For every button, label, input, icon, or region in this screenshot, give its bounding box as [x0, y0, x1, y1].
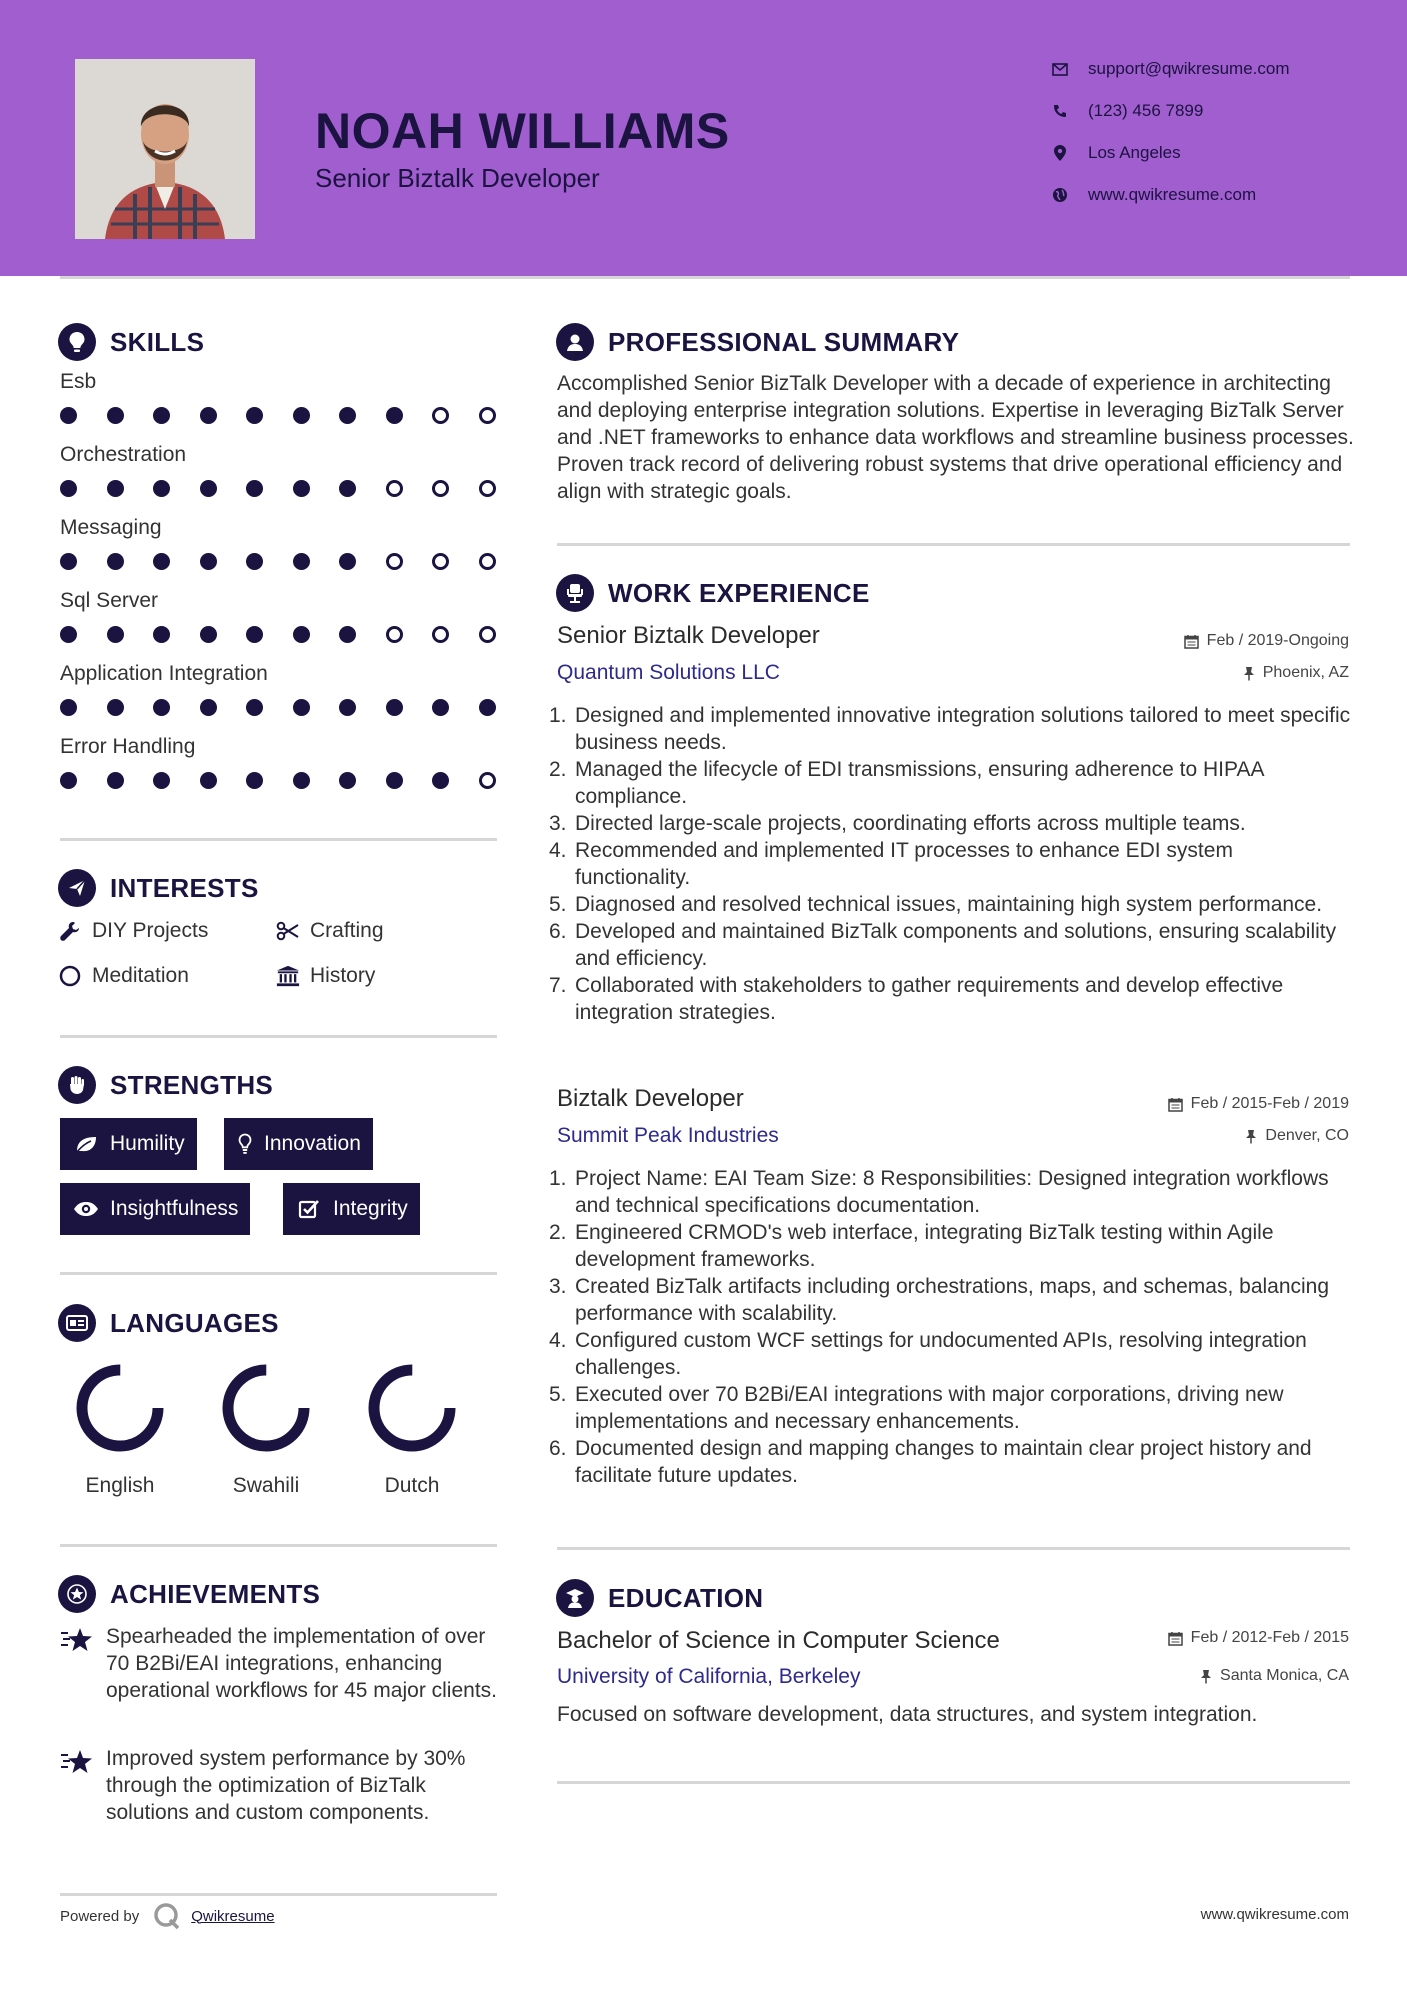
skill-name: Sql Server — [60, 589, 159, 612]
company-name: Quantum Solutions LLC — [557, 661, 780, 684]
responsibility-text: Engineered CRMOD's web interface, integrating BizTalk testing within Agile development frameworks. — [575, 1221, 1274, 1271]
job-responsibilities — [549, 702, 1352, 1026]
calendar-icon — [1168, 1631, 1183, 1646]
list-number: 7. — [549, 974, 567, 997]
user-circle-icon — [556, 323, 594, 361]
job-responsibilities — [549, 1165, 1352, 1489]
rating-dot-filled — [339, 407, 356, 424]
strengths-heading: STRENGTHS — [58, 1065, 273, 1105]
education-description: Focused on software development, data structures, and system integration. — [557, 1703, 1258, 1726]
language-label: Dutch — [384, 1474, 440, 1497]
responsibility-text: Developed and maintained BizTalk components and solutions, ensuring scalability and efficiency. — [575, 920, 1337, 970]
rating-dot-filled — [200, 772, 217, 789]
rating-dot-empty — [479, 553, 496, 570]
rating-dot-filled — [339, 553, 356, 570]
job-dates: Feb / 2015-Feb / 2019 — [1168, 1095, 1349, 1113]
footer-website[interactable]: www.qwikresume.com — [1200, 1906, 1349, 1923]
envelope-icon — [1050, 59, 1070, 79]
pushpin-icon — [1243, 666, 1255, 681]
rating-dot-filled — [200, 626, 217, 643]
list-number: 2. — [549, 758, 567, 781]
summary-divider — [557, 543, 1350, 546]
rating-dot-filled — [107, 407, 124, 424]
rating-dot-filled — [339, 626, 356, 643]
responsibility-text: Project Name: EAI Team Size: 8 Responsibilities: Designed integration workflows and technical specifications documentation. — [575, 1167, 1329, 1217]
experience-heading: WORK EXPERIENCE — [556, 573, 870, 613]
rating-dot-filled — [293, 772, 310, 789]
language-item — [60, 1358, 180, 1498]
rating-dot-filled — [293, 553, 310, 570]
rating-dot-filled — [339, 772, 356, 789]
achievement-item: Spearheaded the implementation of over 70 B2Bi/EAI integrations, enhancing operational workflows for 45 major clients. — [60, 1623, 500, 1704]
skill-name: Orchestration — [60, 443, 187, 466]
responsibility-text: Managed the lifecycle of EDI transmissions, ensuring adherence to HIPAA compliance. — [575, 758, 1264, 808]
skill-name: Messaging — [60, 516, 162, 539]
language-gauge-arc — [82, 1370, 158, 1446]
rating-dot-empty — [479, 772, 496, 789]
strengths-divider — [60, 1272, 497, 1275]
rating-dot-filled — [60, 772, 77, 789]
rating-dot-filled — [293, 699, 310, 716]
header-divider — [60, 276, 1350, 279]
achievement-item: Improved system performance by 30% through the optimization of BizTalk solutions and custom components. — [60, 1745, 500, 1826]
rating-dot-empty — [432, 407, 449, 424]
profile-photo — [75, 59, 255, 239]
rating-dot-filled — [107, 626, 124, 643]
rating-dot-empty — [479, 407, 496, 424]
achievements-divider — [60, 1893, 497, 1896]
calendar-icon — [1168, 1097, 1183, 1112]
job-title: Biztalk Developer — [557, 1085, 744, 1112]
responsibility-text: Diagnosed and resolved technical issues, maintaining high system performance. — [575, 893, 1323, 916]
job-location: Denver, CO — [1245, 1127, 1349, 1145]
summary-text: Accomplished Senior BizTalk Developer with a decade of experience in architecting and deploying enterprise integration solutions. Expertise in leveraging BizTalk Server and .NET frameworks to enhance data workflows and streamline business processes. Proven track record of delivering robust systems that drive operational efficiency and align with strategic goals. — [557, 372, 1354, 503]
language-gauge — [216, 1358, 316, 1458]
shooting-star-icon — [60, 1745, 94, 1826]
list-number: 4. — [549, 1329, 567, 1352]
rating-dot-filled — [153, 699, 170, 716]
globe-icon — [1050, 185, 1070, 205]
language-gauge-arc — [228, 1370, 304, 1446]
rating-dot-empty — [432, 480, 449, 497]
responsibility-item — [549, 702, 1352, 756]
rating-dot-filled — [153, 553, 170, 570]
rating-dot-filled — [153, 626, 170, 643]
responsibility-item — [549, 837, 1352, 891]
checkbox-icon — [295, 1197, 323, 1221]
list-number: 5. — [549, 1383, 567, 1406]
rating-dot-empty — [432, 626, 449, 643]
skill-name: Application Integration — [60, 662, 268, 685]
rating-dot-filled — [432, 772, 449, 789]
responsibility-text: Directed large-scale projects, coordinating efforts across multiple teams. — [575, 812, 1246, 835]
language-item — [352, 1358, 472, 1498]
rating-dot-filled — [386, 407, 403, 424]
language-gauge-arc — [374, 1370, 450, 1446]
strength-insightfulness: Insightfulness — [60, 1183, 250, 1235]
rating-dot-filled — [246, 772, 263, 789]
responsibility-item — [549, 891, 1352, 918]
responsibility-text: Designed and implemented innovative integration solutions tailored to meet specific business needs. — [575, 704, 1351, 754]
qwikresume-link[interactable]: Qwikresume — [191, 1907, 275, 1925]
contact-email[interactable]: support@qwikresume.com — [1050, 54, 1350, 84]
language-label: English — [85, 1474, 155, 1497]
responsibility-item — [549, 756, 1352, 810]
rating-dot-filled — [107, 699, 124, 716]
responsibility-item — [549, 918, 1352, 972]
responsibility-item — [549, 1381, 1352, 1435]
responsibility-item — [549, 1219, 1352, 1273]
achievements-heading: ACHIEVEMENTS — [58, 1574, 320, 1614]
shooting-star-icon — [60, 1623, 94, 1704]
interests-divider — [60, 1035, 497, 1038]
language-item — [206, 1358, 326, 1498]
rating-dot-filled — [60, 553, 77, 570]
experience-divider — [557, 1547, 1350, 1550]
rating-dot-filled — [386, 772, 403, 789]
degree-title: Bachelor of Science in Computer Science — [557, 1627, 1000, 1654]
rating-dot-filled — [200, 553, 217, 570]
rating-dot-filled — [246, 699, 263, 716]
responsibility-item — [549, 810, 1352, 837]
skill-rating — [60, 771, 500, 791]
interest-history: History — [276, 961, 375, 991]
rating-dot-filled — [200, 480, 217, 497]
rating-dot-empty — [386, 626, 403, 643]
wrench-icon — [58, 919, 82, 943]
rating-dot-filled — [293, 407, 310, 424]
interests-heading: INTERESTS — [58, 868, 259, 908]
responsibility-text: Executed over 70 B2Bi/EAI integrations with major corporations, driving new implementations and necessary enhancements. — [575, 1383, 1284, 1433]
rating-dot-filled — [107, 480, 124, 497]
list-number: 3. — [549, 1275, 567, 1298]
list-number: 1. — [549, 1167, 567, 1190]
id-card-icon — [58, 1304, 96, 1342]
list-number: 6. — [549, 920, 567, 943]
rating-dot-filled — [246, 553, 263, 570]
skill-rating — [60, 625, 500, 645]
rating-dot-filled — [60, 626, 77, 643]
candidate-name: NOAH WILLIAMS — [315, 103, 730, 159]
skills-heading: SKILLS — [58, 322, 204, 362]
education-location: Santa Monica, CA — [1200, 1667, 1349, 1685]
pushpin-icon — [1245, 1129, 1257, 1144]
responsibility-item — [549, 1273, 1352, 1327]
rating-dot-empty — [386, 480, 403, 497]
responsibility-text: Recommended and implemented IT processes to enhance EDI system functionality. — [575, 839, 1233, 889]
rating-dot-filled — [339, 699, 356, 716]
skill-name: Error Handling — [60, 735, 196, 758]
list-number: 2. — [549, 1221, 567, 1244]
rating-dot-filled — [432, 699, 449, 716]
list-number: 3. — [549, 812, 567, 835]
qwikresume-logo-icon — [153, 1902, 181, 1930]
rating-dot-filled — [153, 407, 170, 424]
rating-dot-filled — [153, 480, 170, 497]
lightbulb-icon — [236, 1132, 254, 1156]
responsibility-item — [549, 972, 1352, 1026]
rating-dot-filled — [339, 480, 356, 497]
responsibility-text: Collaborated with stakeholders to gather requirements and develop effective integration strategies. — [575, 974, 1284, 1024]
graduate-icon — [556, 1579, 594, 1617]
responsibility-text: Documented design and mapping changes to maintain clear project history and facilitate future updates. — [575, 1437, 1312, 1487]
languages-heading: LANGUAGES — [58, 1303, 279, 1343]
rating-dot-filled — [479, 699, 496, 716]
list-number: 6. — [549, 1437, 567, 1460]
responsibility-item — [549, 1435, 1352, 1489]
rating-dot-filled — [60, 480, 77, 497]
rating-dot-filled — [200, 407, 217, 424]
rating-dot-filled — [107, 772, 124, 789]
contact-phone[interactable]: (123) 456 7899 — [1050, 96, 1350, 126]
job-title: Senior Biztalk Developer — [557, 622, 820, 649]
strength-humility: Humility — [60, 1118, 197, 1170]
office-chair-icon — [556, 574, 594, 612]
responsibility-text: Created BizTalk artifacts including orchestrations, maps, and schemas, balancing performance with scalability. — [575, 1275, 1330, 1325]
summary-heading: PROFESSIONAL SUMMARY — [556, 322, 959, 362]
skill-rating — [60, 698, 500, 718]
map-pin-icon — [1050, 143, 1070, 163]
language-label: Swahili — [232, 1474, 300, 1497]
skill-rating — [60, 552, 500, 572]
rating-dot-filled — [107, 553, 124, 570]
job-location: Phoenix, AZ — [1243, 664, 1349, 682]
skill-name: Esb — [60, 370, 97, 393]
interest-diy-projects: DIY Projects — [58, 916, 208, 946]
list-number: 5. — [549, 893, 567, 916]
star-badge-icon — [58, 1575, 96, 1613]
rating-dot-filled — [293, 480, 310, 497]
lightbulb-icon — [58, 323, 96, 361]
rating-dot-filled — [386, 699, 403, 716]
calendar-icon — [1184, 634, 1199, 649]
company-name: Summit Peak Industries — [557, 1124, 779, 1147]
list-number: 4. — [549, 839, 567, 862]
paper-plane-icon — [58, 869, 96, 907]
rating-dot-filled — [246, 626, 263, 643]
interest-crafting: Crafting — [276, 916, 384, 946]
rating-dot-filled — [60, 407, 77, 424]
responsibility-text: Configured custom WCF settings for undocumented APIs, resolving integration challenges. — [575, 1329, 1307, 1379]
pushpin-icon — [1200, 1669, 1212, 1684]
rating-dot-filled — [153, 772, 170, 789]
circle-icon — [58, 964, 82, 988]
rating-dot-empty — [432, 553, 449, 570]
language-gauge — [362, 1358, 462, 1458]
skill-rating — [60, 479, 500, 499]
eye-icon — [72, 1197, 100, 1221]
job-dates: Feb / 2019-Ongoing — [1184, 632, 1349, 650]
school-name: University of California, Berkeley — [557, 1665, 861, 1688]
powered-by: Powered by Qwikresume — [60, 1902, 275, 1930]
responsibility-item — [549, 1165, 1352, 1219]
candidate-role: Senior Biztalk Developer — [315, 163, 600, 193]
raised-fist-icon — [58, 1066, 96, 1104]
rating-dot-filled — [246, 407, 263, 424]
list-number: 1. — [549, 704, 567, 727]
phone-icon — [1050, 101, 1070, 121]
responsibility-item — [549, 1327, 1352, 1381]
skills-divider — [60, 838, 497, 841]
rating-dot-filled — [246, 480, 263, 497]
contact-location: Los Angeles — [1050, 138, 1350, 168]
rating-dot-filled — [60, 699, 77, 716]
rating-dot-empty — [386, 553, 403, 570]
leaf-icon — [72, 1132, 100, 1156]
scissors-icon — [276, 919, 300, 943]
resume-header — [0, 0, 1407, 276]
rating-dot-empty — [479, 480, 496, 497]
education-heading: EDUCATION — [556, 1578, 763, 1618]
education-dates: Feb / 2012-Feb / 2015 — [1168, 1629, 1349, 1647]
bank-icon — [276, 964, 300, 988]
interest-meditation: Meditation — [58, 961, 189, 991]
rating-dot-empty — [479, 626, 496, 643]
language-gauge — [70, 1358, 170, 1458]
languages-divider — [60, 1544, 497, 1547]
contact-website[interactable]: www.qwikresume.com — [1050, 180, 1350, 210]
strength-innovation: Innovation — [224, 1118, 373, 1170]
skill-rating — [60, 406, 500, 426]
education-divider — [557, 1781, 1350, 1784]
rating-dot-filled — [200, 699, 217, 716]
rating-dot-filled — [293, 626, 310, 643]
strength-integrity: Integrity — [283, 1183, 420, 1235]
